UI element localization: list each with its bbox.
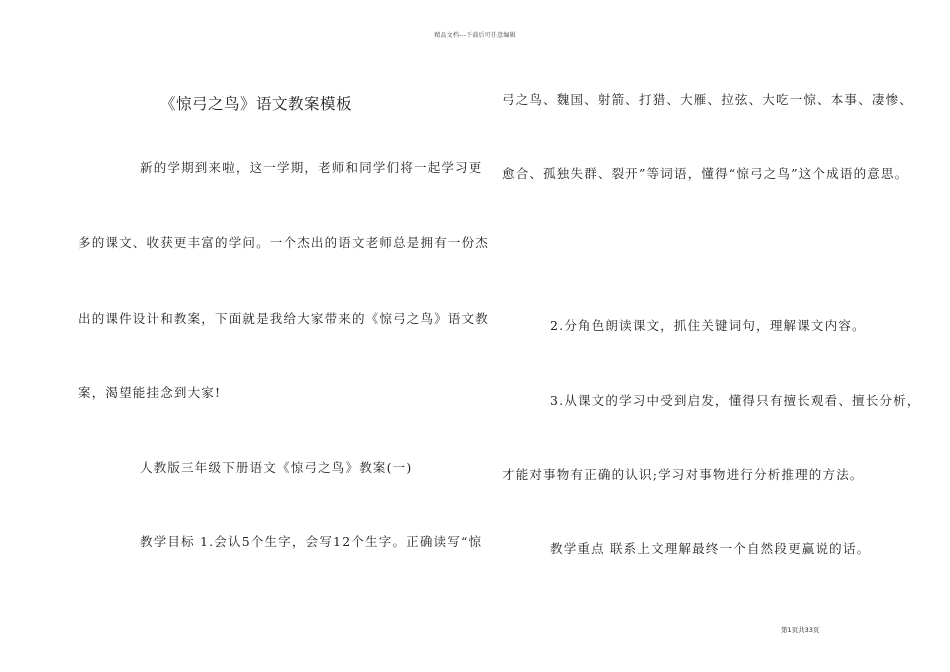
body-line: 弓之鸟、魏国、射箭、打猎、大雁、拉弦、大吃一惊、本事、凄惨、	[502, 92, 914, 107]
body-line: 教学重点 联系上文理解最终一个自然段更赢说的话。	[550, 541, 871, 556]
page-header-note: 精品文档---下载后可任意编辑	[434, 32, 516, 39]
page-number: 第1页共33页	[781, 626, 820, 634]
body-line: 案，渴望能挂念到大家!	[78, 385, 222, 400]
body-line: 新的学期到来啦，这一学期，老师和同学们将一起学习更	[140, 160, 483, 175]
section-heading: 人教版三年级下册语文《惊弓之鸟》教案(一)	[140, 460, 413, 475]
body-line: 才能对事物有正确的认识;学习对事物进行分析推理的方法。	[502, 467, 864, 482]
body-line: 多的课文、收获更丰富的学问。一个杰出的语文老师总是拥有一份杰	[78, 235, 490, 250]
body-line: 3.从课文的学习中受到启发，懂得只有擅长观看、擅长分析，	[550, 393, 921, 408]
body-line: 出的课件设计和教案，下面就是我给大家带来的《惊弓之鸟》语文教	[78, 311, 490, 326]
document-title: 《惊弓之鸟》语文教案模板	[160, 95, 353, 113]
body-line: 教学目标 1.会认5个生字，会写12个生字。正确读写“惊	[140, 534, 483, 549]
body-line: 愈合、孤独失群、裂开”等词语，懂得“惊弓之鸟”这个成语的意思。	[502, 166, 909, 181]
body-line: 2.分角色朗读课文，抓住关键词句，理解课文内容。	[550, 318, 866, 333]
